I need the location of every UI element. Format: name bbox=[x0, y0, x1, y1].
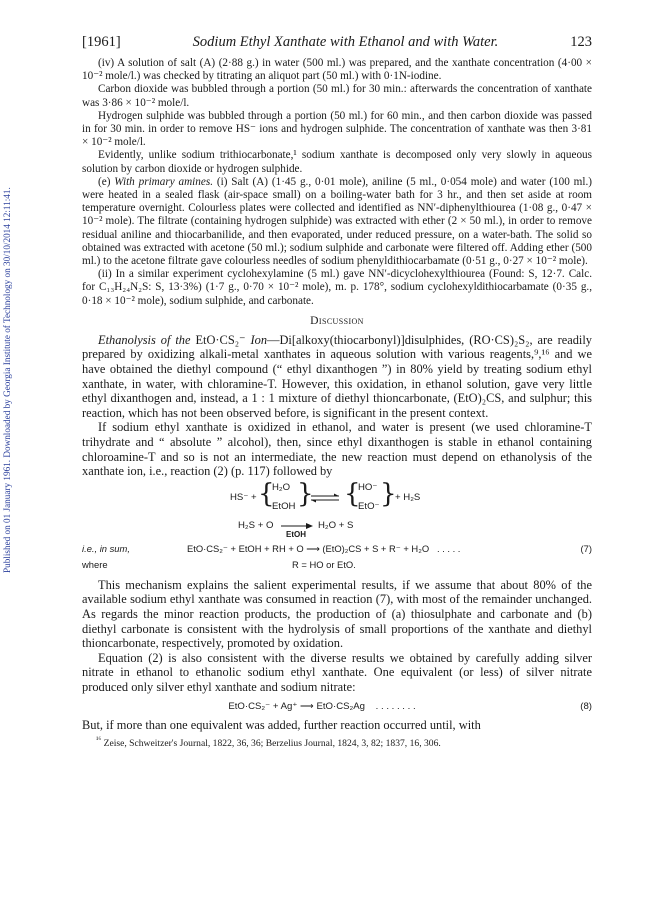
where-label: where bbox=[82, 558, 108, 570]
journal-page bbox=[82, 34, 592, 750]
arrow-catalyst-label: EtOH bbox=[286, 529, 306, 539]
paragraph-hydrogen-sulphide: Hydrogen sulphide was bubbled through a portion (50 ml.) for 60 min., and then carbon dioxide was passed in for 30 min. in order to remove HS⁻ ions and hydrogen sulphide. The concentration of xanthate was then 3·81 × 10⁻² mole/l. bbox=[82, 109, 592, 149]
eq-ho: HO⁻ bbox=[358, 481, 378, 493]
paragraph-primary-amines bbox=[82, 176, 592, 268]
footnote-text: Zeise, Schweitzer's Journal, 1822, 36, 36; Berzelius Journal, 1824, 3, 82; 1837, 16, 306. bbox=[101, 738, 441, 750]
left-brace-2: { bbox=[344, 478, 361, 509]
equation-8-number: (8) bbox=[580, 700, 592, 712]
eq-hs-term: HS⁻ + bbox=[230, 491, 257, 503]
paragraph-oxidized: If sodium ethyl xanthate is oxidized in ethanol, and water is present (we used chloramine-T trihydrate and “ absolute ” alcohol), then, since ethyl dixanthogen is stable in ethanol containing chloroamine-T and so is not an intermediate, the new reaction must depend on ethanolysis of the xanthate ion, i.e., reaction (2) (p. 117) followed by bbox=[82, 420, 592, 479]
footnote-16 bbox=[82, 734, 592, 750]
paragraph-ethanolysis bbox=[82, 333, 592, 421]
section-text: (i) Salt (A) (1·45 g., 0·01 mole), aniline (5 ml., 0·054 mole) and water (100 ml.) were heated in a sealed flask (air-space small) on a boiling-water bath for 3 hr., and then set aside at room temperature overnight. Colourless plates were collected and identified as NN′-diphenylthiourea (1·08 g., 0·47 × 10⁻² mole). The filtrate (containing hydrogen sulphide) was extracted with ether (2 × 50 ml.), in order to remove residual aniline and thiocarbanilide, and then evaporated, under reduced pressure, on a water-bath. The solid so obtained was extracted with acetone (50 ml.); sodium sulphide and carbonate were filtered off. Adding ether (500 ml.) to the acetone filtrate gave colourless needles of sodium phenyldithiocarbamate (0·51 g., 0·27 × 10⁻² mole). bbox=[82, 175, 593, 268]
eq-h2s-o: H₂S + O bbox=[238, 519, 274, 531]
eq-h2o-s: H₂O + S bbox=[318, 519, 354, 531]
year-label: [1961] bbox=[82, 34, 121, 50]
paragraph-carbon-dioxide: Carbon dioxide was bubbled through a portion (50 ml.) for 30 min.: afterwards the concentration of xanthate was 3·86 × 10⁻² mole/l. bbox=[82, 83, 592, 109]
equilibrium-scheme bbox=[82, 479, 592, 539]
eq-eto: EtO⁻ bbox=[358, 500, 380, 512]
right-brace-1: } bbox=[297, 478, 314, 509]
eq-etoh: EtOH bbox=[272, 500, 296, 512]
ethanolysis-italic: Ethanolysis of the bbox=[98, 332, 191, 347]
running-header bbox=[82, 34, 592, 51]
where-row bbox=[82, 559, 592, 570]
page-number: 123 bbox=[570, 34, 592, 50]
download-watermark: Published on 01 January 1961. Downloaded by Georgia Institute of Technology on 30/10/2014 12:11:41. bbox=[2, 187, 12, 573]
equilibrium-arrow-icon bbox=[310, 493, 340, 503]
section-lead: (e) bbox=[98, 175, 115, 188]
ethanolysis-ion-word: Ion bbox=[250, 332, 268, 347]
ethanolysis-text: —Di[alkoxy(thiocarbonyl)]disulphides, (RO·CS)₂S₂, are readily prepared by oxidizing alkali-metal xanthates in aqueous solution with various reagents,⁹,¹⁶ and we have obtained the diethyl compound (“ ethyl dixanthogen ”) in 80% yield by treating sodium ethyl xanthate, in water, with chloramine-T. However, this oxidation, in ethanol solution, gave very little ethyl dixanthogen and, instead, a 1 : 1 mixture of diethyl thioncarbonate, (EtO)₂CS, and sulphur; this reaction, which has not been observed before, is significant in the present context. bbox=[82, 332, 593, 420]
section-italic-heading: With primary amines. bbox=[114, 175, 214, 188]
reaction-arrow-icon bbox=[280, 522, 314, 530]
eq7-label-text: i.e., in sum, bbox=[82, 542, 130, 554]
equation-7-dots: . . . . . bbox=[436, 542, 461, 554]
ethanolysis-ion: EtO·CS₂⁻ bbox=[190, 332, 251, 347]
left-brace-1: { bbox=[258, 478, 275, 509]
equation-8-dots: . . . . . . . . bbox=[375, 700, 416, 712]
right-brace-2: } bbox=[380, 478, 397, 509]
paragraph-evidently: Evidently, unlike sodium trithiocarbonate,¹ sodium xanthate is decomposed only very slowly in aqueous solution by carbon dioxide or hydrogen sulphide. bbox=[82, 149, 592, 175]
paragraph-mechanism: This mechanism explains the salient experimental results, if we assume that about 80% of the available sodium ethyl xanthate was consumed in reaction (7), with most of the remainder unchanged. As regards the minor reaction products, the production of (a) thiosulphate and carbonate and (b) diethyl carbonate is consistent with the hydrolysis of small proportions of the xanthate and diethyl thioncarbonate, respectively, promoted by oxidation. bbox=[82, 577, 592, 651]
paragraph-equation-2: Equation (2) is also consistent with the diverse results we obtained by carefully adding silver nitrate in ethanol to ethanolic sodium ethyl xanthate. One equivalent (or less) of silver nitrate produced only silver ethyl xanthate and sodium nitrate: bbox=[82, 650, 592, 694]
running-title: Sodium Ethyl Xanthate with Ethanol and with Water. bbox=[192, 34, 499, 50]
equation-8-row bbox=[82, 701, 592, 712]
equation-7-number: (7) bbox=[580, 542, 592, 554]
equation-7-row bbox=[82, 543, 592, 555]
paragraph-cyclohexylamine: (ii) In a similar experiment cyclohexylamine (5 ml.) gave NN′-dicyclohexylthiourea (Found: S, 12·7. Calc. for C₁₃H₂₄N₂S: S, 13·3%) (1·7 g., 0·70 × 10⁻² mole), m. p. 178°, sodium cyclohexyldithiocarbamate (0·35 g., 0·18 × 10⁻² mole), sodium sulphide, and carbonate. bbox=[82, 268, 592, 307]
eq-h2o: H₂O bbox=[272, 481, 291, 493]
eq-h2s-product: + H₂S bbox=[395, 491, 421, 503]
footnote-mark: ¹⁶ bbox=[96, 735, 102, 745]
paragraph-but: But, if more than one equivalent was added, further reaction occurred until, with bbox=[82, 717, 481, 732]
equation-7 bbox=[187, 543, 552, 555]
paragraph-solution: (iv) A solution of salt (A) (2·88 g.) in water (500 ml.) was prepared, and the xanthate concentration (4·00 × 10⁻² mole/l.) was checked by titrating an aliquot part (50 ml.) with 0·1N-iodine. bbox=[82, 57, 592, 83]
eq7-label bbox=[82, 543, 187, 555]
discussion-heading: Discussion bbox=[310, 313, 364, 327]
equation-7-expr: EtO·CS₂⁻ + EtOH + RH + O ⟶ (EtO)₂CS + S + R⁻ + H₂O bbox=[187, 542, 430, 554]
equation-8-expr: EtO·CS₂⁻ + Ag⁺ ⟶ EtO·CS₂Ag bbox=[228, 700, 365, 712]
where-expression: R = HO or EtO. bbox=[292, 558, 356, 570]
equation-8 bbox=[82, 701, 562, 712]
